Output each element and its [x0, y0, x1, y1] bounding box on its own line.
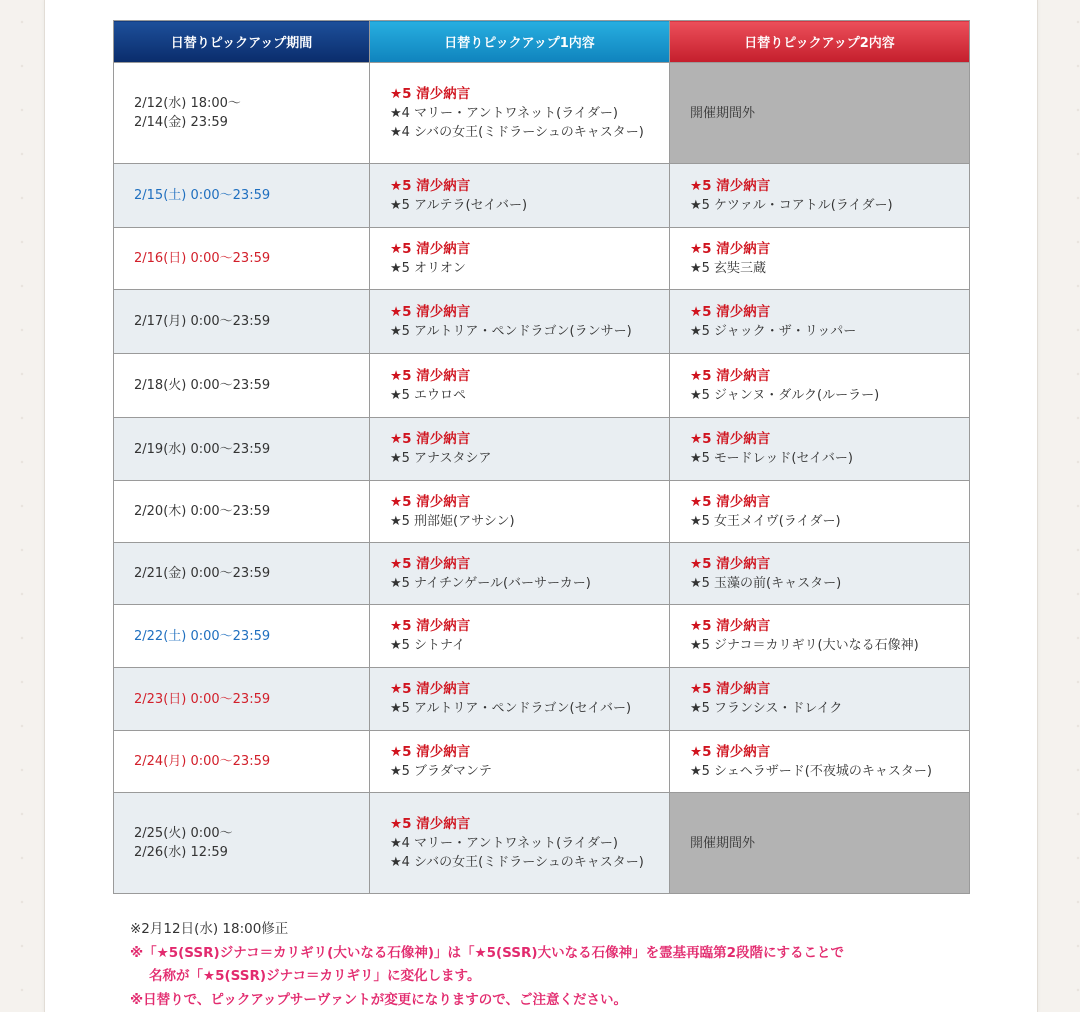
table-row	[114, 668, 970, 731]
featured-servant: ★5 清少納言	[390, 681, 471, 697]
period-cell	[114, 668, 370, 731]
pickup-servant: ★4 マリー・アントワネット(ライダー)	[390, 105, 618, 121]
featured-servant: ★5 清少納言	[390, 555, 471, 572]
period-cell	[114, 481, 370, 543]
featured-servant: ★5 清少納言	[690, 618, 771, 634]
table-row	[114, 481, 970, 543]
pickup-servant: ★5 ジナコ＝カリギリ(大いなる石像神)	[690, 638, 919, 653]
pickup2-cell	[670, 543, 970, 605]
featured-servant: ★5 清少納言	[690, 240, 771, 257]
pickup1-cell	[370, 668, 670, 731]
table-row	[114, 793, 970, 894]
pickup1-cell	[370, 290, 670, 354]
period-text: 2/24(月) 0:00～23:59	[134, 754, 271, 769]
period-text: 2/26(水) 12:59	[134, 845, 228, 860]
pickup1-cell	[370, 63, 670, 164]
featured-servant: ★5 清少納言	[390, 743, 471, 760]
period-cell	[114, 731, 370, 793]
daily-change-note: ※日替りで、ピックアップサーヴァントが変更になりますので、ご注意ください。	[130, 991, 627, 1008]
featured-servant: ★5 清少納言	[390, 240, 471, 257]
pickup1-cell	[370, 481, 670, 543]
pickup2-cell	[670, 731, 970, 793]
pickup-servant: ★5 エウロペ	[390, 387, 467, 403]
period-text: 2/12(水) 18:00～	[134, 96, 241, 111]
featured-servant: ★5 清少納言	[690, 555, 771, 572]
period-cell	[114, 290, 370, 354]
table-row	[114, 290, 970, 354]
period-text: 2/20(木) 0:00～23:59	[134, 504, 271, 519]
revision-note: ※2月12日(水) 18:00修正	[130, 921, 289, 937]
pickup-servant: ★5 ケツァル・コアトル(ライダー)	[690, 197, 893, 213]
pickup2-cell	[670, 164, 970, 228]
pickup-servant: ★5 アルトリア・ペンドラゴン(ランサー)	[390, 323, 632, 339]
pickup2-cell-outside-period	[670, 63, 970, 164]
table-row	[114, 543, 970, 605]
header-pickup1: 日替りピックアップ1内容	[370, 21, 670, 63]
table-row	[114, 354, 970, 418]
table-header-row	[114, 21, 970, 63]
table-row	[114, 731, 970, 793]
period-text: 2/18(火) 0:00～23:59	[134, 378, 271, 393]
pickup-servant: ★5 アルテラ(セイバー)	[390, 197, 528, 213]
table-row	[114, 228, 970, 290]
featured-servant: ★5 清少納言	[690, 367, 771, 384]
period-text: 2/19(水) 0:00～23:59	[134, 441, 271, 457]
featured-servant: ★5 清少納言	[690, 431, 771, 447]
pickup1-cell	[370, 731, 670, 793]
featured-servant: ★5 清少納言	[390, 493, 471, 510]
pickup2-cell-outside-period	[670, 793, 970, 894]
pickup-servant: ★5 ブラダマンテ	[390, 763, 492, 779]
outside-period-text: 開催期間外	[690, 835, 756, 851]
period-text: 2/22(土) 0:00～23:59	[134, 628, 271, 644]
table-row	[114, 605, 970, 668]
pickup-servant: ★5 女王メイヴ(ライダー)	[690, 513, 841, 529]
featured-servant: ★5 清少納言	[690, 303, 771, 320]
pickup-servant: ★5 フランシス・ドレイク	[690, 701, 843, 716]
pickup2-cell	[670, 481, 970, 543]
period-text: 2/16(日) 0:00～23:59	[134, 251, 271, 266]
pickup2-cell	[670, 290, 970, 354]
featured-servant: ★5 清少納言	[390, 177, 471, 194]
pickup1-cell	[370, 793, 670, 894]
featured-servant: ★5 清少納言	[390, 85, 471, 102]
pickup-servant: ★5 ジャンヌ・ダルク(ルーラー)	[690, 387, 880, 403]
table-row	[114, 418, 970, 481]
pickup1-cell	[370, 605, 670, 668]
pickup1-cell	[370, 228, 670, 290]
pickup1-cell	[370, 354, 670, 418]
pickup2-cell	[670, 418, 970, 481]
period-text: 2/14(金) 23:59	[134, 115, 228, 130]
pickup-servant: ★4 シバの女王(ミドラーシュのキャスター)	[390, 124, 644, 140]
pickup-servant: ★5 オリオン	[390, 260, 466, 276]
featured-servant: ★5 清少納言	[690, 493, 771, 510]
pickup-servant: ★5 アルトリア・ペンドラゴン(セイバー)	[390, 701, 632, 716]
table-row	[114, 164, 970, 228]
pickup2-cell	[670, 354, 970, 418]
table-row	[114, 63, 970, 164]
period-cell	[114, 228, 370, 290]
period-cell	[114, 418, 370, 481]
pickup-schedule-table	[113, 20, 970, 894]
pickup1-cell	[370, 418, 670, 481]
period-cell	[114, 543, 370, 605]
name-change-note: ※「★5(SSR)ジナコ＝カリギリ(大いなる石像神)」は「★5(SSR)大いなる石像神」を霊基再臨第2段階にすることで	[130, 944, 844, 961]
pickup2-cell	[670, 605, 970, 668]
pickup-servant: ★4 マリー・アントワネット(ライダー)	[390, 835, 618, 851]
pickup-servant: ★5 シトナイ	[390, 638, 466, 653]
period-text: 2/17(月) 0:00～23:59	[134, 314, 271, 329]
name-change-note-cont: 名称が「★5(SSR)ジナコ＝カリギリ」に変化します。	[149, 968, 481, 984]
notes-section	[130, 918, 970, 1012]
pickup2-cell	[670, 228, 970, 290]
featured-servant: ★5 清少納言	[390, 618, 471, 634]
featured-servant: ★5 清少納言	[690, 177, 771, 194]
pickup-servant: ★5 刑部姫(アサシン)	[390, 513, 515, 529]
period-cell	[114, 164, 370, 228]
period-cell	[114, 793, 370, 894]
pickup1-cell	[370, 164, 670, 228]
period-text: 2/21(金) 0:00～23:59	[134, 566, 271, 581]
featured-servant: ★5 清少納言	[690, 681, 771, 697]
pickup-servant: ★5 玄奘三蔵	[690, 260, 767, 276]
pickup2-cell	[670, 668, 970, 731]
period-text: 2/15(土) 0:00～23:59	[134, 188, 271, 203]
header-period: 日替りピックアップ期間	[114, 21, 370, 63]
featured-servant: ★5 清少納言	[690, 743, 771, 760]
pickup-servant: ★5 ナイチンゲール(バーサーカー)	[390, 575, 591, 591]
pickup-servant: ★5 シェヘラザード(不夜城のキャスター)	[690, 763, 932, 779]
header-pickup2: 日替りピックアップ2内容	[670, 21, 970, 63]
outside-period-text: 開催期間外	[690, 105, 756, 121]
period-cell	[114, 63, 370, 164]
pickup-servant: ★5 玉藻の前(キャスター)	[690, 575, 842, 591]
period-cell	[114, 605, 370, 668]
period-text: 2/23(日) 0:00～23:59	[134, 691, 271, 707]
featured-servant: ★5 清少納言	[390, 303, 471, 320]
pickup-servant: ★4 シバの女王(ミドラーシュのキャスター)	[390, 854, 644, 870]
pickup-servant: ★5 アナスタシア	[390, 451, 492, 466]
pickup1-cell	[370, 543, 670, 605]
featured-servant: ★5 清少納言	[390, 367, 471, 384]
period-cell	[114, 354, 370, 418]
period-text: 2/25(火) 0:00～	[134, 826, 233, 841]
featured-servant: ★5 清少納言	[390, 815, 471, 832]
featured-servant: ★5 清少納言	[390, 431, 471, 447]
pickup-servant: ★5 ジャック・ザ・リッパー	[690, 323, 857, 339]
pickup-servant: ★5 モードレッド(セイバー)	[690, 451, 853, 466]
